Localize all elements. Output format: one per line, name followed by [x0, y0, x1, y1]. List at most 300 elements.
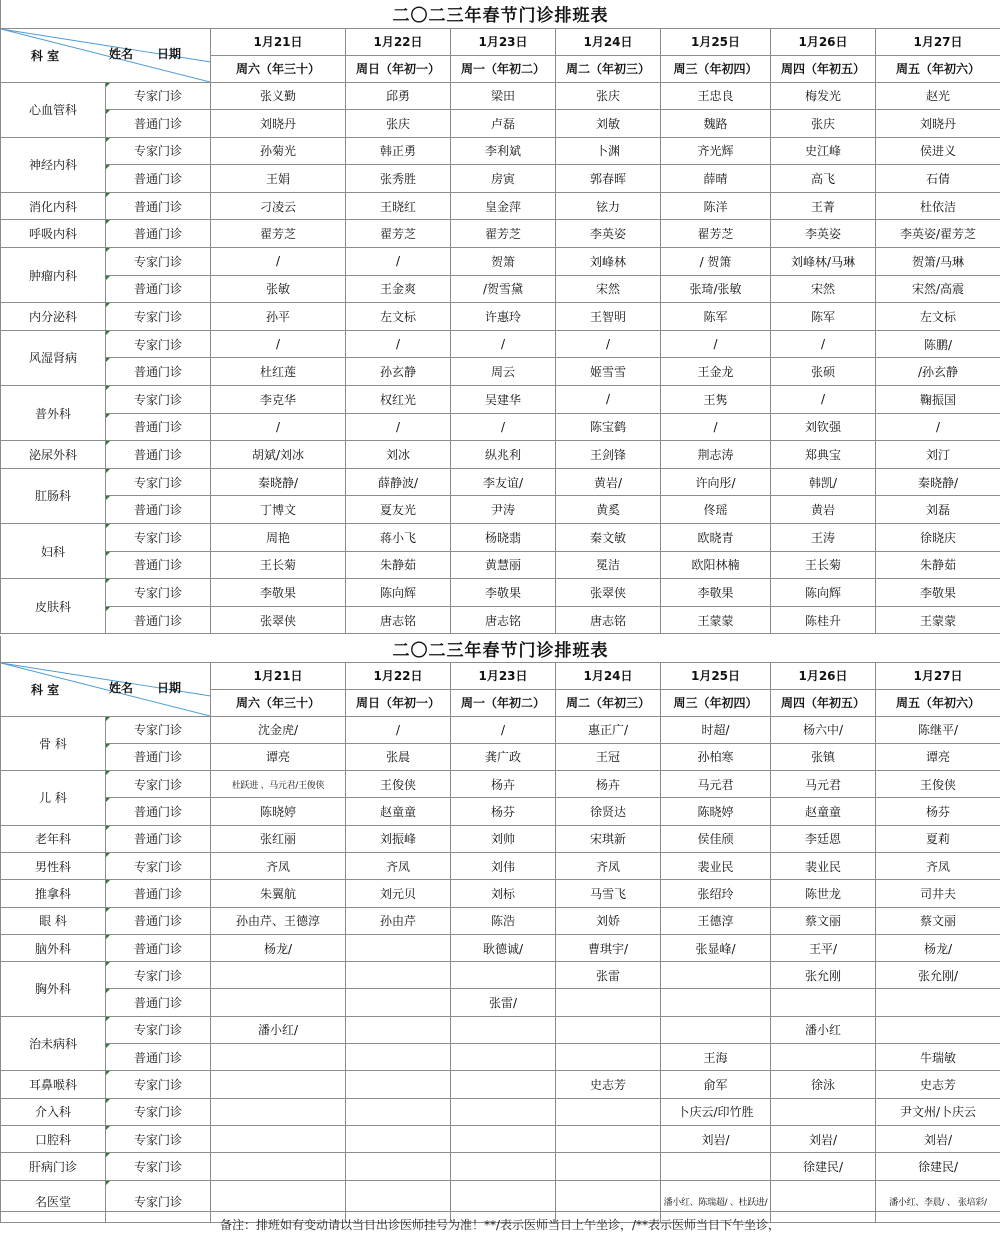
doctor-cell: 牛瑞敏 [876, 1044, 1000, 1071]
date-header: 1月21日 [211, 28, 346, 55]
clinic-type-cell: 专家门诊 [106, 1180, 211, 1222]
doctor-cell: 时超/ [661, 716, 771, 743]
doctor-cell: 孙菊光 [211, 137, 346, 165]
clinic-type-cell: 普通门诊 [106, 989, 211, 1016]
corner-date-label: 日期 [157, 679, 181, 696]
doctor-cell [556, 989, 661, 1016]
doctor-cell: / [346, 330, 451, 358]
clinic-type-cell: 专家门诊 [106, 1016, 211, 1043]
doctor-cell: 王金龙 [661, 358, 771, 386]
doctor-cell [211, 989, 346, 1016]
doctor-cell: 夏友光 [346, 496, 451, 524]
doctor-cell: 李廷恩 [771, 825, 876, 852]
doctor-cell: 刁凌云 [211, 192, 346, 220]
doctor-cell: 王长菊 [211, 551, 346, 579]
doctor-cell: 王菁 [771, 192, 876, 220]
table-row [1, 579, 1000, 607]
doctor-cell: 石倩 [876, 165, 1000, 193]
doctor-cell [346, 989, 451, 1016]
doctor-cell: 杨六中/ [771, 716, 876, 743]
doctor-cell: 刘敏 [556, 110, 661, 138]
doctor-cell: /孙玄静 [876, 358, 1000, 386]
doctor-cell [451, 1098, 556, 1125]
dept-cell: 肛肠科 [1, 468, 106, 523]
table-row [1, 220, 1000, 248]
doctor-cell: 郑典宝 [771, 441, 876, 469]
table-row [1, 798, 1000, 825]
doctor-cell: 齐凤 [556, 852, 661, 879]
doctor-cell: 周云 [451, 358, 556, 386]
doctor-cell [661, 962, 771, 989]
date-header: 1月23日 [451, 28, 556, 55]
date-header: 1月24日 [556, 28, 661, 55]
doctor-cell: 刘岩/ [661, 1125, 771, 1152]
doctor-cell: 周艳 [211, 524, 346, 552]
doctor-cell: 马雪飞 [556, 880, 661, 907]
weekday-header: 周五（年初六） [876, 689, 1000, 716]
doctor-cell: 蔡文丽 [771, 907, 876, 934]
doctor-cell: 裴业民 [661, 852, 771, 879]
doctor-cell: 张红丽 [211, 825, 346, 852]
table-row [1, 386, 1000, 414]
table-row [1, 275, 1000, 303]
date-header: 1月21日 [211, 662, 346, 689]
doctor-cell: 张庆 [346, 110, 451, 138]
doctor-cell: 张显峰/ [661, 934, 771, 961]
doctor-cell: 张秀胜 [346, 165, 451, 193]
doctor-cell: 宋然 [771, 275, 876, 303]
doctor-cell: 李敬果 [876, 579, 1000, 607]
doctor-cell: / [451, 330, 556, 358]
doctor-cell: 皇金萍 [451, 192, 556, 220]
clinic-type-cell: 普通门诊 [106, 413, 211, 441]
doctor-cell: 张晨 [346, 743, 451, 770]
doctor-cell: 宋琪新 [556, 825, 661, 852]
doctor-cell [211, 1153, 346, 1180]
doctor-cell: 张绍玲 [661, 880, 771, 907]
doctor-cell: 夏莉 [876, 825, 1000, 852]
doctor-cell: / [876, 413, 1000, 441]
doctor-cell: 翟芳芝 [661, 220, 771, 248]
doctor-cell: 赵童童 [771, 798, 876, 825]
doctor-cell [661, 1016, 771, 1043]
table-row [1, 551, 1000, 579]
table-row [1, 110, 1000, 138]
date-header: 1月27日 [876, 28, 1000, 55]
doctor-cell: 沈金虎/ [211, 716, 346, 743]
doctor-cell: 张庆 [771, 110, 876, 138]
doctor-cell [771, 1044, 876, 1071]
doctor-cell [451, 1153, 556, 1180]
doctor-cell: 王长菊 [771, 551, 876, 579]
weekday-header: 周日（年初一） [346, 689, 451, 716]
doctor-cell: 陈继平/ [876, 716, 1000, 743]
doctor-cell: 秦文敏 [556, 524, 661, 552]
doctor-cell: / [771, 386, 876, 414]
table-row [1, 852, 1000, 879]
doctor-cell: 杨卉 [451, 771, 556, 798]
clinic-type-cell: 专家门诊 [106, 1125, 211, 1152]
doctor-cell: 尹文州/卜庆云 [876, 1098, 1000, 1125]
dept-cell: 骨 科 [1, 716, 106, 771]
doctor-cell: 徐贤达 [556, 798, 661, 825]
doctor-cell: 龚广政 [451, 743, 556, 770]
clinic-type-cell: 专家门诊 [106, 468, 211, 496]
doctor-cell: 王海 [661, 1044, 771, 1071]
weekday-header: 周六（年三十） [211, 55, 346, 82]
doctor-cell: 陈军 [771, 303, 876, 331]
doctor-cell: 李敬果 [661, 579, 771, 607]
table-row [1, 82, 1000, 110]
date-header: 1月22日 [346, 662, 451, 689]
doctor-cell: 翟芳芝 [451, 220, 556, 248]
doctor-cell: 齐凤 [211, 852, 346, 879]
header-corner [1, 28, 211, 82]
corner-dept-label: 科 室 [31, 681, 59, 698]
doctor-cell: / [211, 413, 346, 441]
doctor-cell: 房寅 [451, 165, 556, 193]
doctor-cell: 翟芳芝 [211, 220, 346, 248]
doctor-cell: 宋然/高震 [876, 275, 1000, 303]
doctor-cell: 齐光辉 [661, 137, 771, 165]
doctor-cell: 惠正广/ [556, 716, 661, 743]
doctor-cell [556, 1125, 661, 1152]
dept-cell: 耳鼻喉科 [1, 1071, 106, 1098]
doctor-cell: 司井夫 [876, 880, 1000, 907]
clinic-type-cell: 专家门诊 [106, 716, 211, 743]
doctor-cell: 张义勤 [211, 82, 346, 110]
clinic-type-cell: 专家门诊 [106, 137, 211, 165]
doctor-cell: 俞军 [661, 1071, 771, 1098]
doctor-cell: 李英姿/翟芳芝 [876, 220, 1000, 248]
doctor-cell: / [661, 413, 771, 441]
doctor-cell [211, 1125, 346, 1152]
doctor-cell: 王蒙蒙 [876, 606, 1000, 634]
doctor-cell: 孙由芹 [346, 907, 451, 934]
doctor-cell: 薛静波/ [346, 468, 451, 496]
doctor-cell: 卜渊 [556, 137, 661, 165]
doctor-cell: 刘伟 [451, 852, 556, 879]
dept-cell: 皮肤科 [1, 579, 106, 634]
table-row [1, 248, 1000, 276]
table-row [1, 441, 1000, 469]
table-row [1, 825, 1000, 852]
doctor-cell: 王隽 [661, 386, 771, 414]
doctor-cell: 鞠振国 [876, 386, 1000, 414]
doctor-cell: 胡斌/刘冰 [211, 441, 346, 469]
doctor-cell: 高飞 [771, 165, 876, 193]
doctor-cell [771, 989, 876, 1016]
weekday-header: 周四（年初五） [771, 55, 876, 82]
clinic-type-cell: 普通门诊 [106, 441, 211, 469]
corner-name-label: 姓名 [109, 679, 133, 696]
doctor-cell: 黄岩/ [556, 468, 661, 496]
clinic-type-cell: 普通门诊 [106, 220, 211, 248]
dept-cell: 名医堂 [1, 1180, 106, 1222]
clinic-type-cell: 专家门诊 [106, 1153, 211, 1180]
dept-cell: 心血管科 [1, 82, 106, 137]
doctor-cell: 刘岩/ [876, 1125, 1000, 1152]
doctor-cell: 潘小红、李晨/ 、 张培彩/ [876, 1180, 1000, 1222]
doctor-cell: 潘小红、陈瑞超/ 、杜跃进/ [661, 1180, 771, 1222]
weekday-header: 周五（年初六） [876, 55, 1000, 82]
doctor-cell: 刘峰林 [556, 248, 661, 276]
doctor-cell [771, 1098, 876, 1125]
corner-name-label: 姓名 [109, 45, 133, 62]
doctor-cell: 孙玄静 [346, 358, 451, 386]
table-row [1, 303, 1000, 331]
doctor-cell: 陈世龙 [771, 880, 876, 907]
doctor-cell [451, 1071, 556, 1098]
doctor-cell: 铉力 [556, 192, 661, 220]
clinic-type-cell: 专家门诊 [106, 579, 211, 607]
doctor-cell: 欧晓青 [661, 524, 771, 552]
doctor-cell: 陈晓婷 [661, 798, 771, 825]
doctor-cell: 朱静茹 [876, 551, 1000, 579]
doctor-cell: 陈晓婷 [211, 798, 346, 825]
doctor-cell: 潘小红/ [211, 1016, 346, 1043]
doctor-cell: 王剑锋 [556, 441, 661, 469]
table-row [1, 1098, 1000, 1125]
doctor-cell: 欧阳林楠 [661, 551, 771, 579]
date-header: 1月27日 [876, 662, 1000, 689]
doctor-cell [211, 962, 346, 989]
date-header: 1月22日 [346, 28, 451, 55]
doctor-cell [661, 989, 771, 1016]
date-header: 1月26日 [771, 28, 876, 55]
doctor-cell: 张允刚 [771, 962, 876, 989]
doctor-cell: / [661, 330, 771, 358]
doctor-cell: / [556, 330, 661, 358]
doctor-cell: 刘晓丹 [876, 110, 1000, 138]
doctor-cell [346, 1098, 451, 1125]
clinic-type-cell: 普通门诊 [106, 934, 211, 961]
doctor-cell: 赵童童 [346, 798, 451, 825]
table-row [1, 1016, 1000, 1043]
doctor-cell: 王平/ [771, 934, 876, 961]
table-row [1, 962, 1000, 989]
doctor-cell: 刘振峰 [346, 825, 451, 852]
doctor-cell: 杜红莲 [211, 358, 346, 386]
doctor-cell: 侯佳颀 [661, 825, 771, 852]
doctor-cell: 蒋小飞 [346, 524, 451, 552]
table-row [1, 165, 1000, 193]
doctor-cell: / [771, 330, 876, 358]
clinic-type-cell: 专家门诊 [106, 248, 211, 276]
doctor-cell: 张雷 [556, 962, 661, 989]
doctor-cell: 杨晓翡 [451, 524, 556, 552]
doctor-cell: / [346, 413, 451, 441]
doctor-cell: / [451, 413, 556, 441]
doctor-cell: 李利斌 [451, 137, 556, 165]
doctor-cell: 刘晓丹 [211, 110, 346, 138]
doctor-cell: 韩凯/ [771, 468, 876, 496]
doctor-cell: 刘汀 [876, 441, 1000, 469]
doctor-cell: 贺箫/马琳 [876, 248, 1000, 276]
doctor-cell: 杨龙/ [211, 934, 346, 961]
date-header: 1月25日 [661, 28, 771, 55]
doctor-cell: 左文标 [876, 303, 1000, 331]
clinic-type-cell: 普通门诊 [106, 358, 211, 386]
doctor-cell: 张翠侠 [211, 606, 346, 634]
doctor-cell: 杨卉 [556, 771, 661, 798]
doctor-cell: 齐凤 [346, 852, 451, 879]
doctor-cell [451, 1016, 556, 1043]
doctor-cell: 王涛 [771, 524, 876, 552]
doctor-cell: 梅发光 [771, 82, 876, 110]
date-header: 1月24日 [556, 662, 661, 689]
dept-cell: 老年科 [1, 825, 106, 852]
doctor-cell: / [211, 330, 346, 358]
doctor-cell: 左文标 [346, 303, 451, 331]
dept-cell: 治未病科 [1, 1016, 106, 1071]
table-row [1, 1071, 1000, 1098]
table-row [1, 743, 1000, 770]
doctor-cell [211, 1098, 346, 1125]
doctor-cell: 徐晓庆 [876, 524, 1000, 552]
table-row [1, 413, 1000, 441]
doctor-cell: 刘元贝 [346, 880, 451, 907]
doctor-cell: 裴业民 [771, 852, 876, 879]
doctor-cell: 杨芬 [876, 798, 1000, 825]
doctor-cell: 唐志铭 [556, 606, 661, 634]
doctor-cell: 秦晓静/ [876, 468, 1000, 496]
doctor-cell: 齐凤 [876, 852, 1000, 879]
schedule-table-2 [0, 636, 1000, 1223]
doctor-cell: 刘磊 [876, 496, 1000, 524]
doctor-cell: 蔡文丽 [876, 907, 1000, 934]
doctor-cell: 王忠良 [661, 82, 771, 110]
dept-cell: 胸外科 [1, 962, 106, 1017]
dept-cell: 脑外科 [1, 934, 106, 961]
doctor-cell: 孙平 [211, 303, 346, 331]
dept-cell: 泌尿外科 [1, 441, 106, 469]
header-corner [1, 662, 211, 716]
doctor-cell: / 贺箫 [661, 248, 771, 276]
doctor-cell [346, 962, 451, 989]
doctor-cell: 唐志铭 [346, 606, 451, 634]
weekday-header: 周六（年三十） [211, 689, 346, 716]
doctor-cell: 刘帅 [451, 825, 556, 852]
table-title: 二〇二三年春节门诊排班表 [1, 0, 1000, 28]
date-header: 1月26日 [771, 662, 876, 689]
table-row [1, 137, 1000, 165]
doctor-cell: 郭春晖 [556, 165, 661, 193]
doctor-cell: 杜跃进 、马元君/王俊侠 [211, 771, 346, 798]
doctor-cell: 陈宝鹤 [556, 413, 661, 441]
clinic-type-cell: 专家门诊 [106, 1071, 211, 1098]
dept-cell: 儿 科 [1, 771, 106, 826]
weekday-header: 周四（年初五） [771, 689, 876, 716]
doctor-cell: 魏路 [661, 110, 771, 138]
clinic-type-cell: 专家门诊 [106, 386, 211, 414]
doctor-cell: 王晓红 [346, 192, 451, 220]
doctor-cell: 陈洋 [661, 192, 771, 220]
doctor-cell: 史志芳 [556, 1071, 661, 1098]
doctor-cell: 张敏 [211, 275, 346, 303]
doctor-cell [661, 1153, 771, 1180]
doctor-cell: 刘标 [451, 880, 556, 907]
clinic-type-cell: 普通门诊 [106, 551, 211, 579]
clinic-type-cell: 普通门诊 [106, 743, 211, 770]
doctor-cell: 王俊侠 [346, 771, 451, 798]
table-row [1, 606, 1000, 634]
doctor-cell: 许向彤/ [661, 468, 771, 496]
dept-cell: 推拿科 [1, 880, 106, 907]
doctor-cell: 朱翼航 [211, 880, 346, 907]
doctor-cell: 李克华 [211, 386, 346, 414]
doctor-cell: 陈军 [661, 303, 771, 331]
doctor-cell: 黄岩 [771, 496, 876, 524]
doctor-cell: 马元君 [661, 771, 771, 798]
doctor-cell: 李英姿 [556, 220, 661, 248]
doctor-cell: 徐建民/ [876, 1153, 1000, 1180]
table-row [1, 524, 1000, 552]
doctor-cell: 徐建民/ [771, 1153, 876, 1180]
table-row [1, 880, 1000, 907]
doctor-cell [451, 1125, 556, 1152]
doctor-cell: 史志芳 [876, 1071, 1000, 1098]
clinic-type-cell: 普通门诊 [106, 907, 211, 934]
doctor-cell: 王金爽 [346, 275, 451, 303]
table-title: 二〇二三年春节门诊排班表 [1, 636, 1000, 662]
clinic-type-cell: 普通门诊 [106, 165, 211, 193]
doctor-cell [556, 1098, 661, 1125]
doctor-cell: 刘娇 [556, 907, 661, 934]
doctor-cell: 吴建华 [451, 386, 556, 414]
doctor-cell: 陈向辉 [771, 579, 876, 607]
doctor-cell: 陈桂升 [771, 606, 876, 634]
doctor-cell: 陈浩 [451, 907, 556, 934]
doctor-cell: 张琦/张敏 [661, 275, 771, 303]
corner-dept-label: 科 室 [31, 47, 59, 64]
dept-cell: 眼 科 [1, 907, 106, 934]
doctor-cell: 权红光 [346, 386, 451, 414]
weekday-header: 周二（年初三） [556, 689, 661, 716]
clinic-type-cell: 普通门诊 [106, 110, 211, 138]
doctor-cell [346, 1044, 451, 1071]
clinic-type-cell: 普通门诊 [106, 1044, 211, 1071]
doctor-cell: 侯进义 [876, 137, 1000, 165]
doctor-cell: 潘小红 [771, 1016, 876, 1043]
doctor-cell: 朱静茹 [346, 551, 451, 579]
doctor-cell [876, 1016, 1000, 1043]
clinic-type-cell: 普通门诊 [106, 275, 211, 303]
doctor-cell: 刘岩/ [771, 1125, 876, 1152]
clinic-type-cell: 专家门诊 [106, 303, 211, 331]
doctor-cell: 杨芬 [451, 798, 556, 825]
clinic-type-cell: 普通门诊 [106, 496, 211, 524]
doctor-cell: 张允刚/ [876, 962, 1000, 989]
doctor-cell [451, 962, 556, 989]
table-row [1, 934, 1000, 961]
doctor-cell: 孙柏寒 [661, 743, 771, 770]
dept-cell: 呼吸内科 [1, 220, 106, 248]
doctor-cell: 杨龙/ [876, 934, 1000, 961]
doctor-cell: 刘冰 [346, 441, 451, 469]
date-header: 1月25日 [661, 662, 771, 689]
doctor-cell: 李敬果 [211, 579, 346, 607]
doctor-cell: 陈向辉 [346, 579, 451, 607]
dept-cell: 口腔科 [1, 1125, 106, 1152]
table-row [1, 907, 1000, 934]
clinic-type-cell: 专家门诊 [106, 524, 211, 552]
doctor-cell: 纵兆利 [451, 441, 556, 469]
table-row [1, 771, 1000, 798]
doctor-cell: 唐志铭 [451, 606, 556, 634]
doctor-cell: / [556, 386, 661, 414]
clinic-type-cell: 专家门诊 [106, 1098, 211, 1125]
